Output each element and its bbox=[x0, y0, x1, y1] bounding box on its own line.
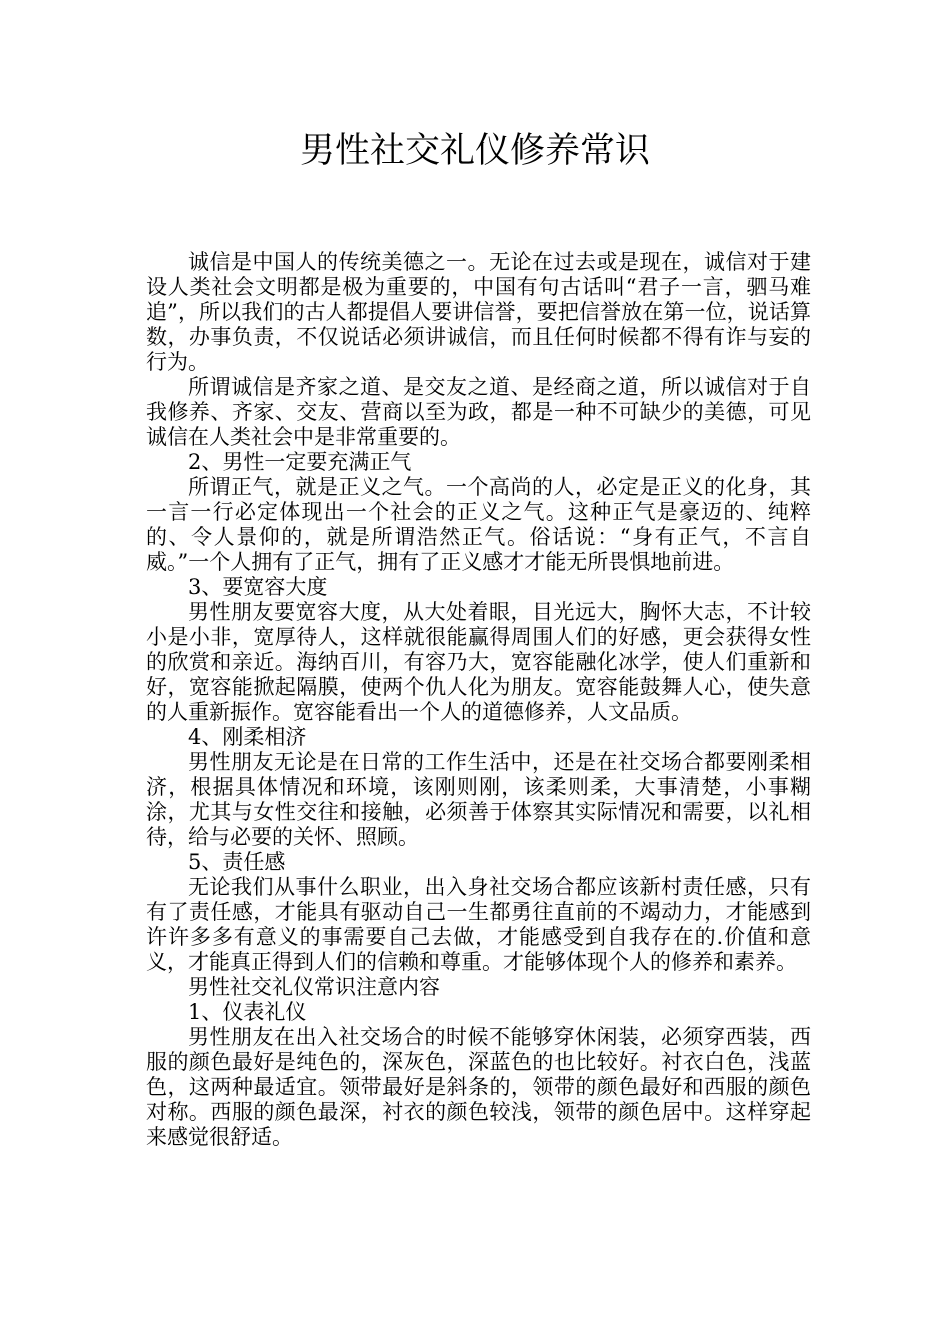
paragraph-responsibility: 无论我们从事什么职业，出入身社交场合都应该新村责任感，只有有了责任感，才能具有驱动自己一生都勇往直前的不竭动力，才能感到许许多多有意义的事需要自己去做，才能感受到自我存在的.价值和意义，才能真正得到人们的信赖和尊重。才能够体现个人的修养和素养。 bbox=[146, 875, 811, 974]
paragraph-integrity-virtue: 所谓诚信是齐家之道、是交友之道、是经商之道，所以诚信对于自我修养、齐家、交友、营商以至为政，都是一种不可缺少的美德，可见诚信在人类社会中是非常重要的。 bbox=[146, 375, 811, 449]
section-heading-responsibility: 5、责任感 bbox=[188, 850, 286, 874]
document-title: 男性社交礼仪修养常识 bbox=[299, 131, 650, 171]
section-heading-appearance: 1、仪表礼仪 bbox=[188, 1000, 307, 1024]
paragraph-firmness-gentleness: 男性朋友无论是在日常的工作生活中，还是在社交场合都要刚柔相济，根据具体情况和环境，该刚则刚，该柔则柔，大事清楚，小事糊涂，尤其与女性交往和接触，必须善于体察其实际情况和需要，以礼相待，给与必要的关怀、照顾。 bbox=[146, 750, 811, 849]
paragraph-tolerance: 男性朋友要宽容大度，从大处着眼，目光远大，胸怀大志，不计较小是小非，宽厚待人，这样就很能赢得周围人们的好感，更会获得女性的欣赏和亲近。海纳百川，有容乃大，宽容能融化冰学，使人们重新和好，宽容能掀起隔膜，使两个仇人化为朋友。宽容能鼓舞人心，使失意的人重新振作。宽容能看出一个人的道德修养，人文品质。 bbox=[146, 600, 811, 724]
section-heading-etiquette-notes: 男性社交礼仪常识注意内容 bbox=[188, 975, 440, 999]
section-heading-tolerance: 3、要宽容大度 bbox=[188, 575, 328, 599]
document-body bbox=[146, 250, 811, 1150]
section-heading-firmness-gentleness: 4、刚柔相济 bbox=[188, 725, 307, 749]
paragraph-righteousness: 所谓正气，就是正义之气。一个高尚的人，必定是正义的化身，其一言一行必定体现出一个社会的正义之气。这种正气是豪迈的、纯粹的、令人景仰的，就是所谓浩然正气。俗话说：“身有正气，不言自威。”一个人拥有了正气，拥有了正义感才才能无所畏惧地前进。 bbox=[146, 475, 811, 574]
paragraph-appearance: 男性朋友在出入社交场合的时候不能够穿休闲装，必须穿西装，西服的颜色最好是纯色的，深灰色，深蓝色的也比较好。衬衣白色，浅蓝色，这两种最适宜。领带最好是斜条的，领带的颜色最好和西服的颜色对称。西服的颜色最深，衬衣的颜色较浅，领带的颜色居中。这样穿起来感觉很舒适。 bbox=[146, 1025, 811, 1149]
paragraph-integrity-intro: 诚信是中国人的传统美德之一。无论在过去或是现在，诚信对于建设人类社会文明都是极为重要的，中国有句古话叫“君子一言，驷马难追”，所以我们的古人都提倡人要讲信誉，要把信誉放在第一位，说话算数，办事负责，不仅说话必须讲诚信，而且任何时候都不得有诈与妄的行为。 bbox=[146, 250, 811, 374]
section-heading-righteousness: 2、男性一定要充满正气 bbox=[188, 450, 412, 474]
